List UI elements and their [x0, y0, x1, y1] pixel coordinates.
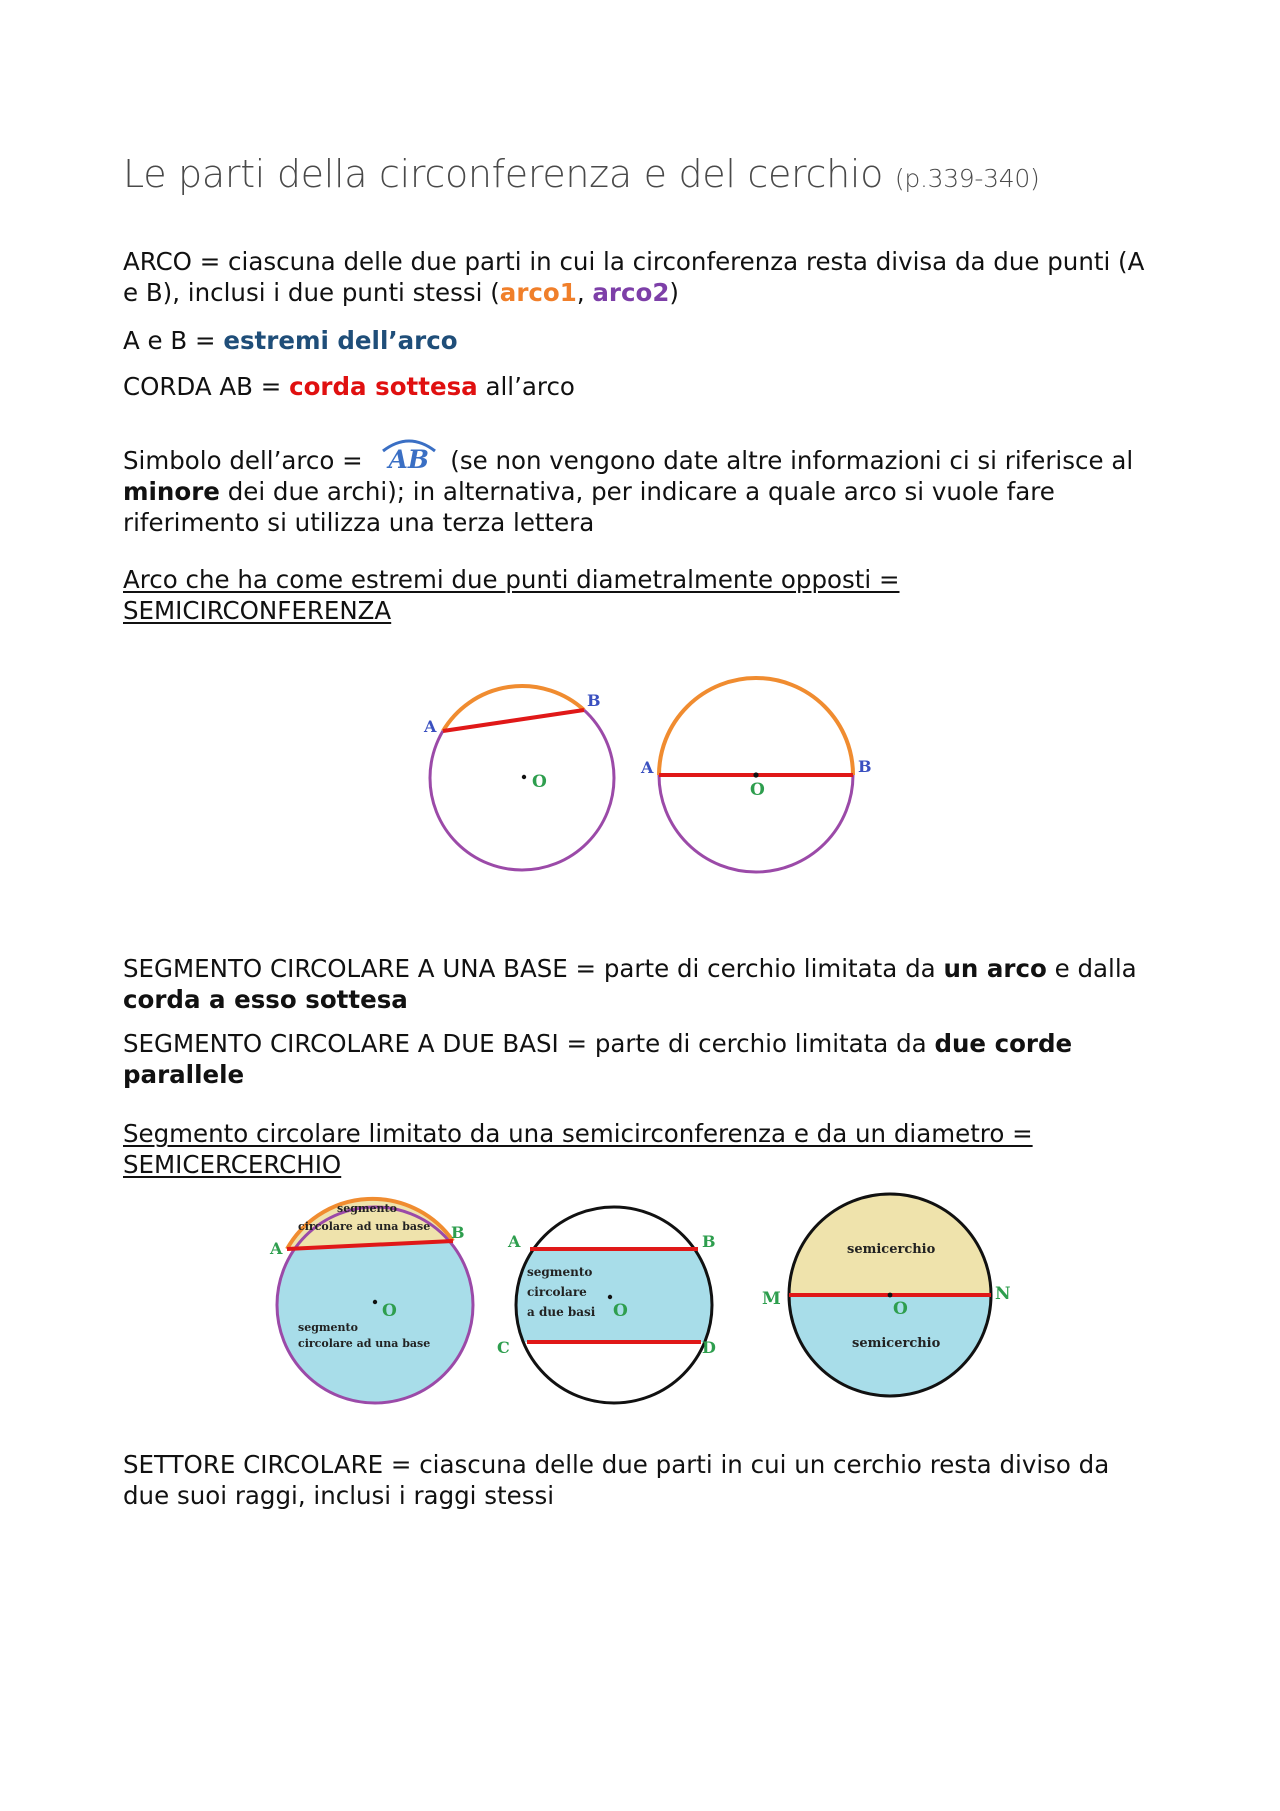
semicirconferenza-definition: Arco che ha come estremi due punti diametralmente opposti = SEMICIRCONFERENZA — [123, 565, 900, 625]
settore-definition: SETTORE CIRCOLARE = ciascuna delle due parti in cui un cerchio resta diviso da due suoi raggi, inclusi i raggi stessi — [123, 1450, 1110, 1510]
center-point — [373, 1300, 377, 1304]
label-line2: circolare — [527, 1285, 587, 1299]
bottom-label-line1: segmento — [298, 1321, 358, 1334]
label-o: O — [532, 772, 547, 792]
label-b: B — [587, 691, 601, 710]
figure-segmento-una-base — [269, 1199, 473, 1403]
center-point — [888, 1293, 893, 1298]
label-line3: a due basi — [527, 1305, 596, 1319]
simbolo-definition: Simbolo dell’arco = AB (se non vengono date altre informazioni ci si riferisce al minore dei due archi); in alternativa, per indicare a quale arco si vuole fare riferimento si utilizza una terza lettera — [123, 443, 1163, 538]
label-bottom: semicerchio — [852, 1336, 941, 1351]
page-title — [123, 152, 1039, 196]
figure-semicircumference — [640, 678, 872, 872]
label-b: B — [451, 1223, 465, 1242]
arco2-label: arco2 — [592, 278, 670, 307]
label-o: O — [893, 1299, 908, 1319]
arco-definition: ARCO = ciascuna delle due parti in cui la circonferenza resta divisa da due punti (A e B), inclusi i due punti stessi (arco1, arco2) — [123, 247, 1145, 307]
title-text: Le parti della circonferenza e del cerchio — [123, 152, 884, 196]
semicircle-top — [659, 678, 853, 775]
label-b: B — [858, 757, 872, 776]
label-a: A — [641, 758, 654, 777]
label-o: O — [613, 1301, 628, 1321]
top-label-line2: circolare ad una base — [298, 1220, 431, 1233]
estremi-term: estremi dell’arco — [223, 326, 458, 355]
label-c: C — [497, 1338, 510, 1357]
arc-symbol: AB — [377, 443, 437, 473]
title-page-ref: (p.339-340) — [894, 164, 1040, 193]
center-point — [753, 772, 758, 777]
semicerchio-definition: Segmento circolare limitato da una semicirconferenza e da un diametro = SEMICERCERCHIO — [123, 1119, 1033, 1179]
label-d: D — [702, 1338, 716, 1357]
label-n: N — [995, 1284, 1011, 1304]
chord-ab — [443, 710, 584, 731]
figure-arcs — [410, 670, 890, 910]
top-label-line1: segmento — [337, 1202, 397, 1215]
label-b: B — [702, 1232, 716, 1251]
corda-term: corda sottesa — [289, 372, 478, 401]
corda-definition: CORDA AB = corda sottesa all’arco — [123, 372, 575, 401]
label-o: O — [750, 780, 765, 800]
figure-segmento-due-basi — [497, 1207, 722, 1403]
figure-segments — [262, 1190, 1022, 1420]
label-o: O — [382, 1301, 397, 1321]
label-a: A — [270, 1239, 283, 1258]
label-m: M — [762, 1289, 781, 1309]
segmento-due-basi-definition: SEGMENTO CIRCOLARE A DUE BASI = parte di cerchio limitata da due corde parallele — [123, 1029, 1073, 1089]
figure-arc-chord — [423, 686, 614, 870]
bottom-label-line2: circolare ad una base — [298, 1337, 431, 1350]
minore-term: minore — [123, 477, 220, 506]
segmento-una-base-definition: SEGMENTO CIRCOLARE A UNA BASE = parte di cerchio limitata da un arco e dalla corda a esso sottesa — [123, 954, 1137, 1014]
label-line1: segmento — [527, 1265, 593, 1279]
estremi-definition: A e B = estremi dell’arco — [123, 326, 458, 355]
label-a: A — [424, 717, 437, 736]
center-point — [522, 775, 526, 779]
label-top: semicerchio — [847, 1242, 936, 1257]
figure-semicerchio — [762, 1194, 1011, 1396]
label-a: A — [508, 1232, 521, 1251]
arc-orange — [443, 686, 584, 731]
arco1-label: arco1 — [499, 278, 577, 307]
center-point — [608, 1295, 612, 1299]
